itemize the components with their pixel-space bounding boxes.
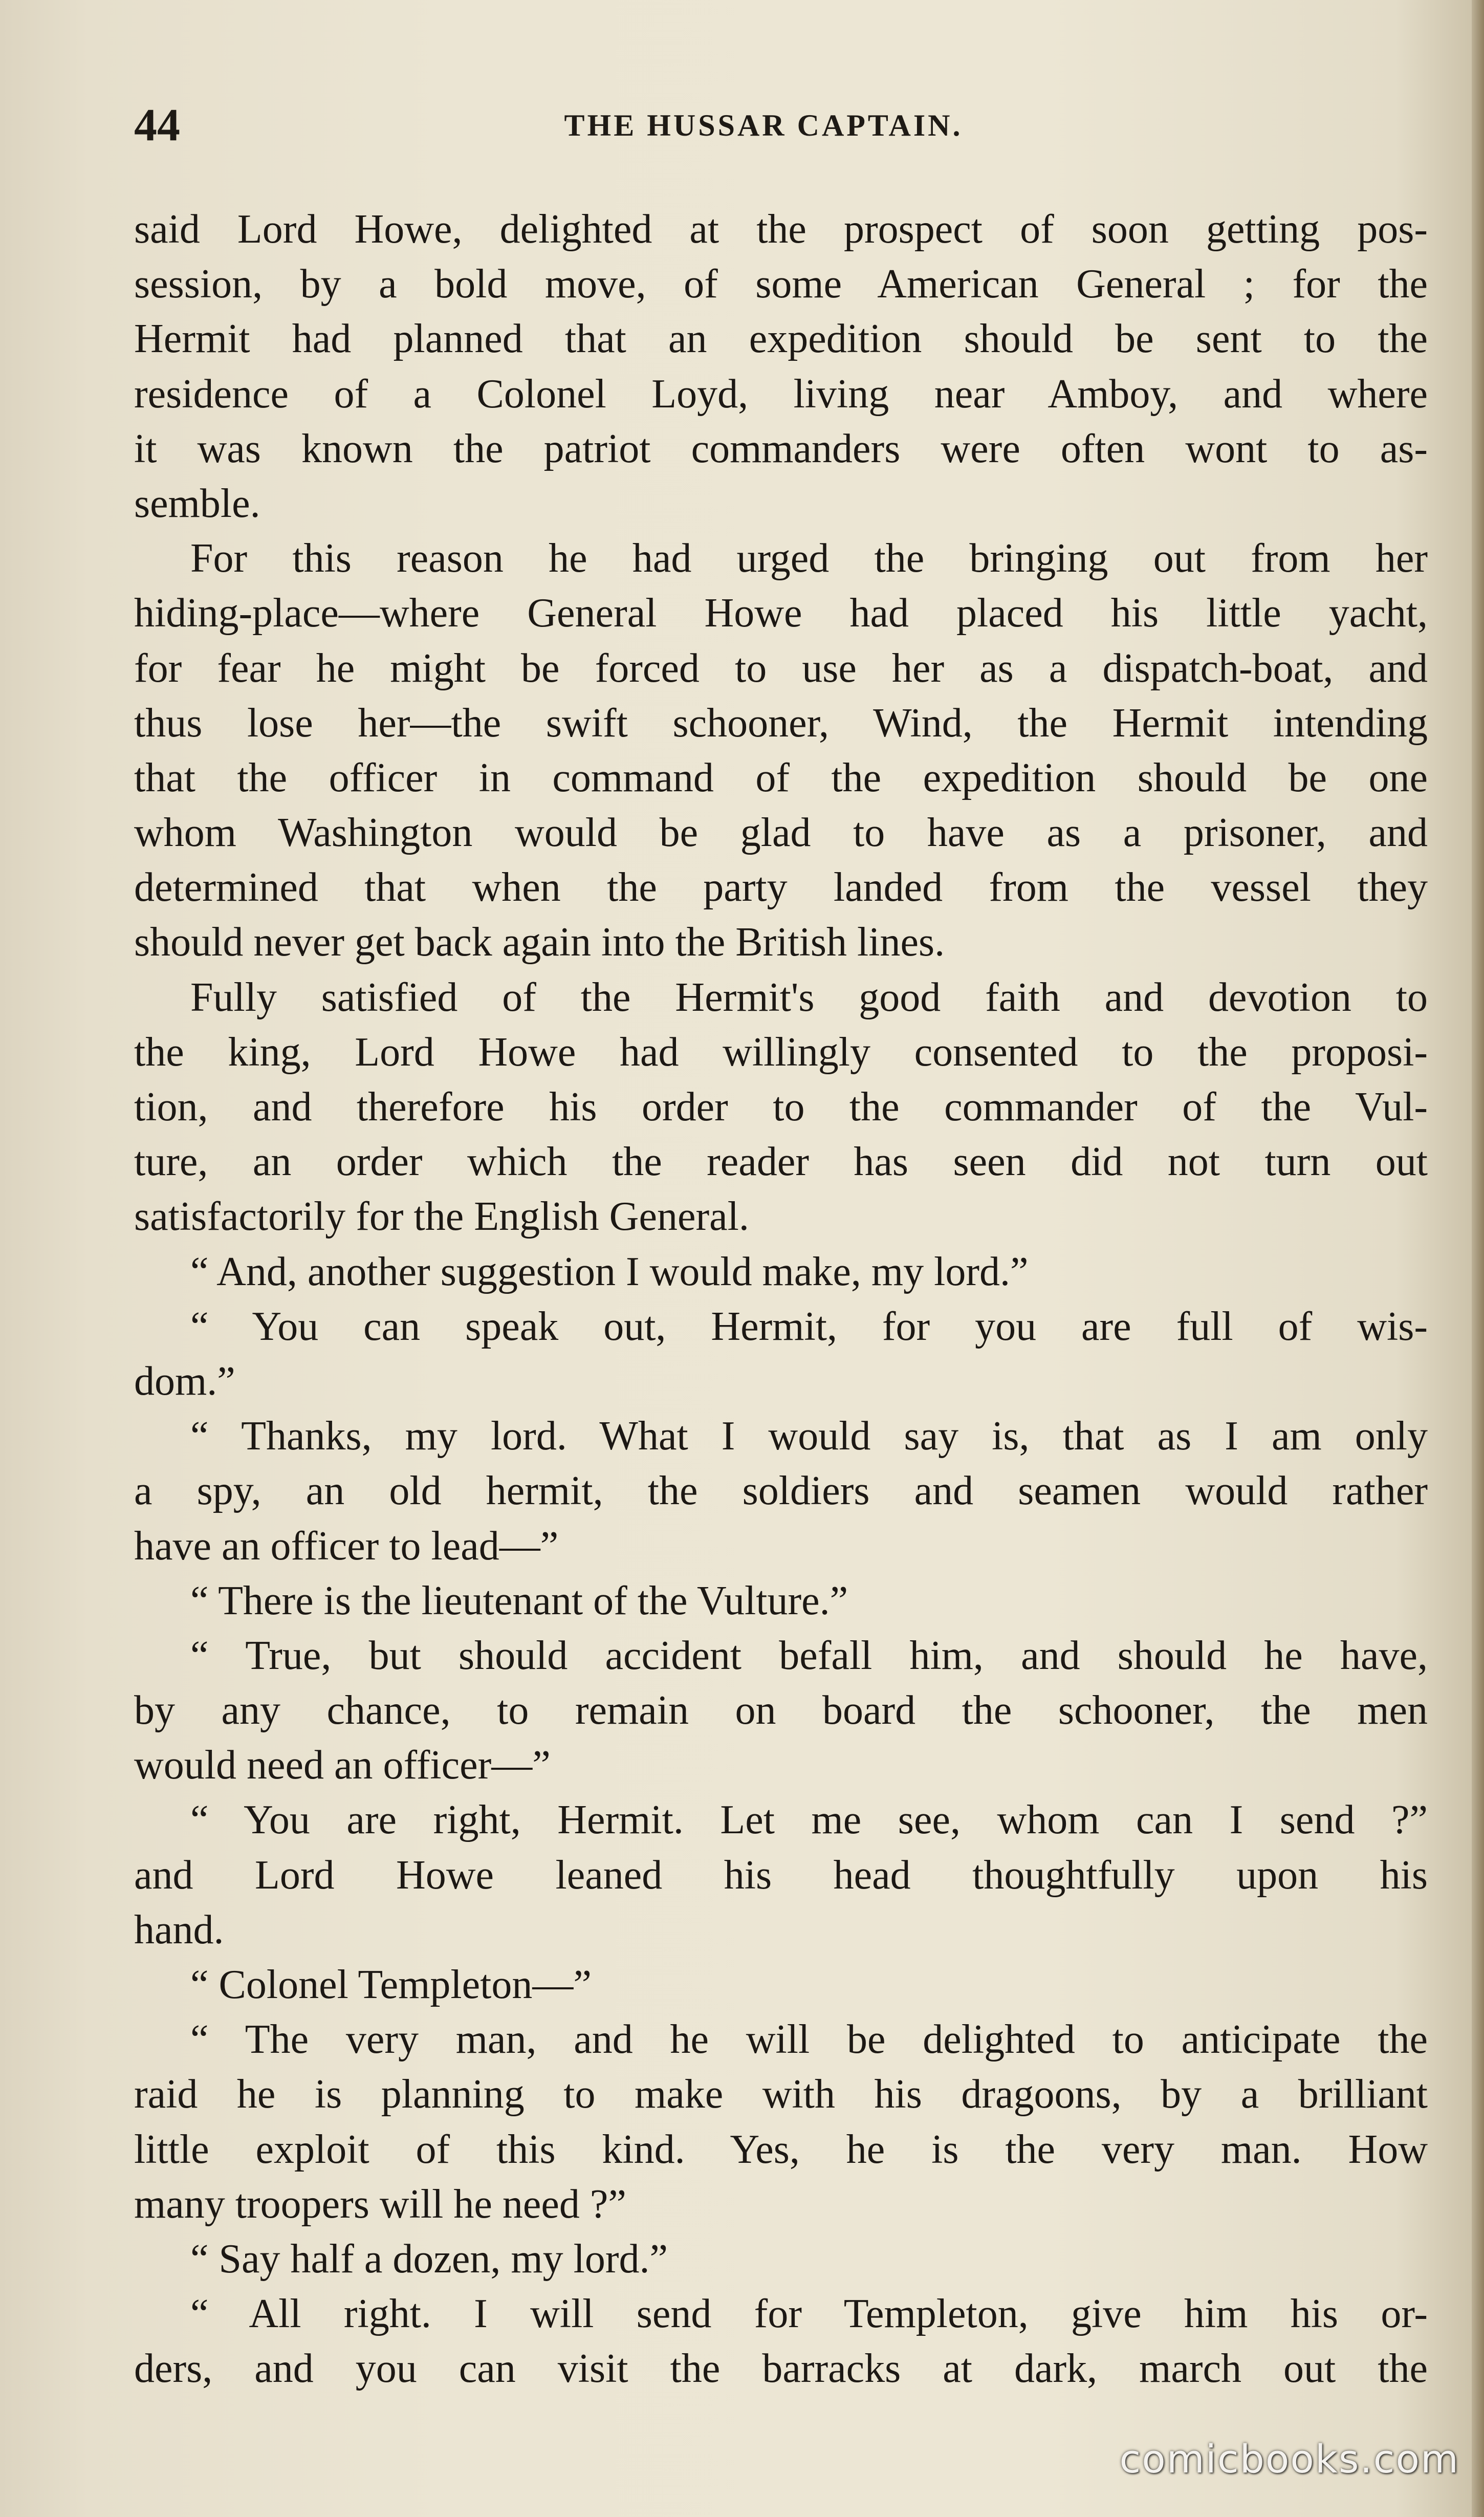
text-line: said Lord Howe, delighted at the prospect of soon getting pos-	[134, 207, 1428, 252]
page-edge	[1472, 0, 1484, 2517]
text-line: Hermit had planned that an expedition should be sent to the	[134, 316, 1428, 362]
text-line: tion, and therefore his order to the commander of the Vul-	[134, 1084, 1428, 1130]
text-line: raid he is planning to make with his dragoons, by a brilliant	[134, 2072, 1428, 2117]
text-line: “ Colonel Templeton—”	[190, 1962, 592, 2007]
text-line: “ The very man, and he will be delighted to anticipate the	[190, 2017, 1428, 2063]
text-line: residence of a Colonel Loyd, living near Amboy, and where	[134, 371, 1428, 417]
text-line: For this reason he had urged the bringing out from her	[190, 536, 1428, 581]
text-line: determined that when the party landed from the vessel they	[134, 865, 1428, 910]
running-head: THE HUSSAR CAPTAIN.	[564, 109, 963, 142]
text-line: many troopers will he need ?”	[134, 2181, 626, 2227]
text-line: “ True, but should accident befall him, and should he have,	[190, 1633, 1428, 1678]
text-line: have an officer to lead—”	[134, 1523, 559, 1569]
text-line: a spy, an old hermit, the soldiers and seamen would rather	[134, 1468, 1428, 1514]
text-line: Fully satisfied of the Hermit's good faith and devotion to	[190, 974, 1428, 1020]
text-line: “ Thanks, my lord. What I would say is, that as I am only	[190, 1414, 1428, 1459]
text-line: should never get back again into the British lines.	[134, 920, 945, 965]
text-line: it was known the patriot commanders were often wont to as-	[134, 426, 1428, 471]
text-line: “ Say half a dozen, my lord.”	[190, 2236, 668, 2282]
watermark: comicbooks.com	[1119, 2436, 1459, 2482]
text-line: by any chance, to remain on board the schooner, the men	[134, 1688, 1428, 1733]
text-line: “ You can speak out, Hermit, for you are full of wis-	[190, 1304, 1428, 1349]
text-line: semble.	[134, 481, 260, 526]
text-line: dom.”	[134, 1358, 235, 1404]
text-line: hiding-place—where General Howe had placed his little yacht,	[134, 591, 1428, 636]
text-line: satisfactorily for the English General.	[134, 1194, 749, 1240]
text-line: ders, and you can visit the barracks at dark, march out the	[134, 2346, 1428, 2392]
text-line: whom Washington would be glad to have as a prisoner, and	[134, 810, 1428, 856]
text-line: “ You are right, Hermit. Let me see, whom can I send ?”	[190, 1797, 1428, 1843]
page-number: 44	[134, 100, 180, 150]
text-line: “ There is the lieutenant of the Vulture.”	[190, 1578, 848, 1623]
text-line: for fear he might be forced to use her as a dispatch-boat, and	[134, 645, 1428, 691]
page-header	[134, 97, 1393, 154]
text-line: little exploit of this kind. Yes, he is the very man. How	[134, 2127, 1428, 2172]
text-line: hand.	[134, 1907, 224, 1952]
text-line: “ And, another suggestion I would make, my lord.”	[190, 1249, 1029, 1294]
text-line: ture, an order which the reader has seen did not turn out	[134, 1139, 1428, 1185]
text-line: and Lord Howe leaned his head thoughtfully upon his	[134, 1852, 1428, 1898]
text-line: thus lose her—the swift schooner, Wind, the Hermit intending	[134, 700, 1428, 746]
text-line: that the officer in command of the expedition should be one	[134, 755, 1428, 800]
text-line: session, by a bold move, of some American General ; for the	[134, 262, 1428, 307]
text-line: would need an officer—”	[134, 1743, 551, 1788]
text-line: the king, Lord Howe had willingly consented to the proposi-	[134, 1029, 1428, 1075]
text-line: “ All right. I will send for Templeton, give him his or-	[190, 2291, 1428, 2337]
body-text	[134, 202, 1428, 2397]
